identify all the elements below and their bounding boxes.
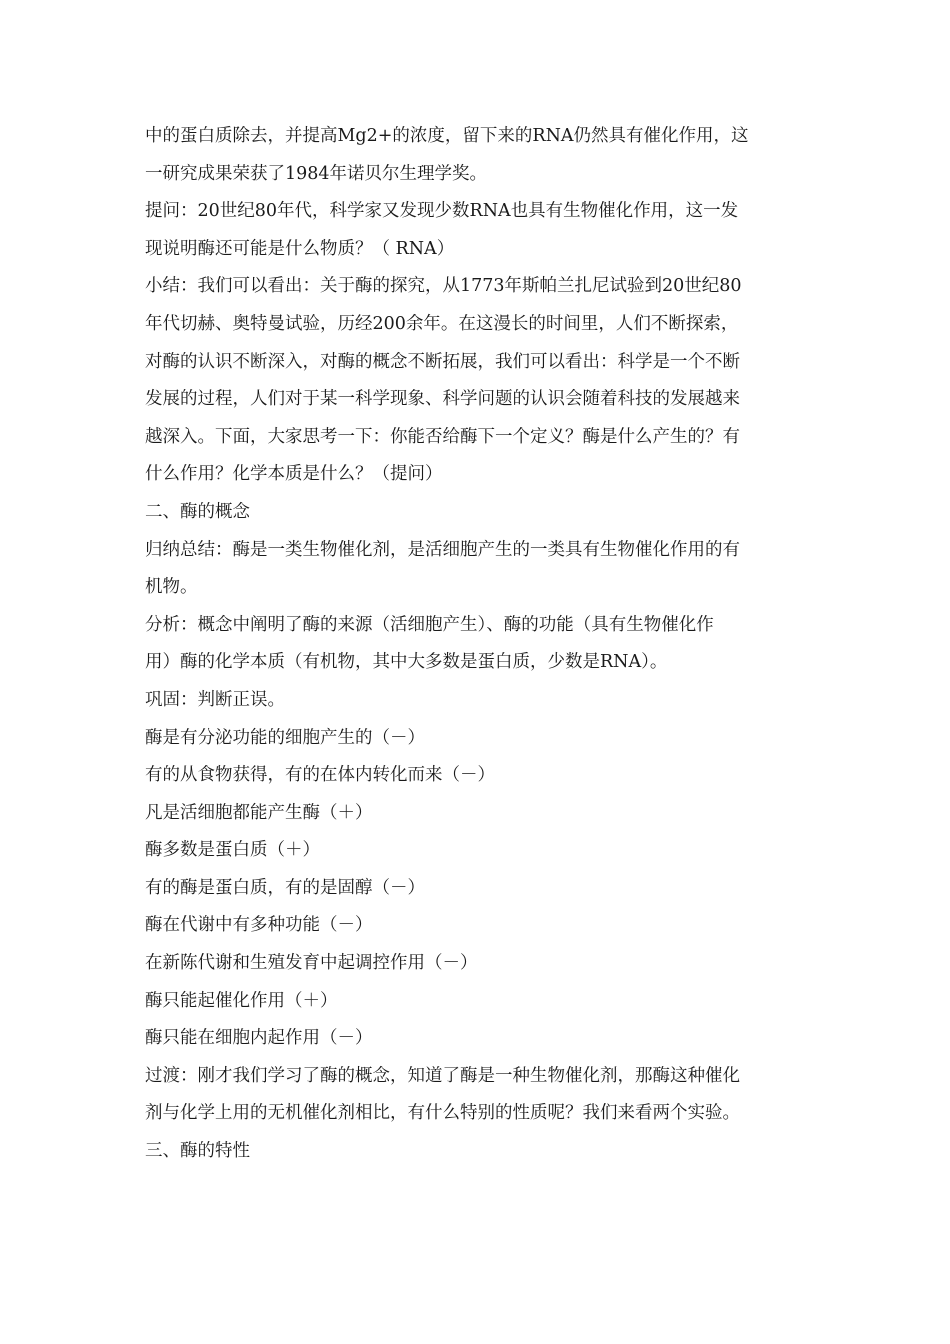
document-page bbox=[145, 118, 810, 1171]
exercise-item: 在新陈代谢和生殖发育中起调控作用（－） bbox=[145, 953, 478, 974]
summary-line: 小结：我们可以看出：关于酶的探究，从1773年斯帕兰扎尼试验到20世纪80 bbox=[145, 276, 742, 297]
text-line: 越深入。下面，大家思考一下：你能否给酶下一个定义？酶是什么产生的？有 bbox=[145, 426, 740, 447]
exercise-item: 酶只能起催化作用（＋） bbox=[145, 990, 338, 1011]
text-line: 年代切赫、奥特曼试验，历经200余年。在这漫长的时间里，人们不断探索， bbox=[145, 313, 739, 334]
text-line: 什么作用？化学本质是什么？（提问） bbox=[145, 464, 443, 485]
exercise-item: 酶多数是蛋白质（＋） bbox=[145, 840, 320, 861]
analysis-line: 分析：概念中阐明了酶的来源（活细胞产生）、酶的功能（具有生物催化作 bbox=[145, 614, 714, 635]
transition-line: 过渡：刚才我们学习了酶的概念，知道了酶是一种生物催化剂，那酶这种催化 bbox=[145, 1065, 740, 1086]
section-heading: 二、酶的概念 bbox=[145, 501, 250, 522]
text-line: 归纳总结：酶是一类生物催化剂，是活细胞产生的一类具有生物催化作用的有 bbox=[145, 539, 740, 560]
exercise-item: 有的酶是蛋白质，有的是固醇（－） bbox=[145, 877, 425, 898]
text-line: 对酶的认识不断深入，对酶的概念不断拓展，我们可以看出：科学是一个不断 bbox=[145, 351, 740, 372]
exercise-item: 凡是活细胞都能产生酶（＋） bbox=[145, 802, 373, 823]
section-heading: 三、酶的特性 bbox=[145, 1141, 250, 1162]
text-line: 用）酶的化学本质（有机物，其中大多数是蛋白质，少数是RNA）。 bbox=[145, 652, 668, 673]
exercise-item: 酶在代谢中有多种功能（－） bbox=[145, 915, 373, 936]
text-line: 发展的过程，人们对于某一科学现象、科学问题的认识会随着科技的发展越来 bbox=[145, 389, 740, 410]
exercise-item: 酶只能在细胞内起作用（－） bbox=[145, 1028, 373, 1049]
text-line: 中的蛋白质除去，并提高Mg2+的浓度，留下来的RNA仍然具有催化作用，这 bbox=[145, 126, 749, 146]
exercise-item: 酶是有分泌功能的细胞产生的（－） bbox=[145, 727, 425, 748]
exercise-item: 有的从食物获得，有的在体内转化而来（－） bbox=[145, 765, 495, 786]
text-line: 机物。 bbox=[145, 577, 198, 598]
text-line: 剂与化学上用的无机催化剂相比，有什么特别的性质呢？我们来看两个实验。 bbox=[145, 1103, 740, 1124]
text-line: 现说明酶还可能是什么物质？（ RNA） bbox=[145, 238, 455, 259]
text-line: 一研究成果荣获了1984年诺贝尔生理学奖。 bbox=[145, 163, 488, 184]
exercise-heading: 巩固：判断正误。 bbox=[145, 689, 285, 710]
question-line: 提问：20世纪80年代，科学家又发现少数RNA也具有生物催化作用，这一发 bbox=[145, 201, 739, 222]
